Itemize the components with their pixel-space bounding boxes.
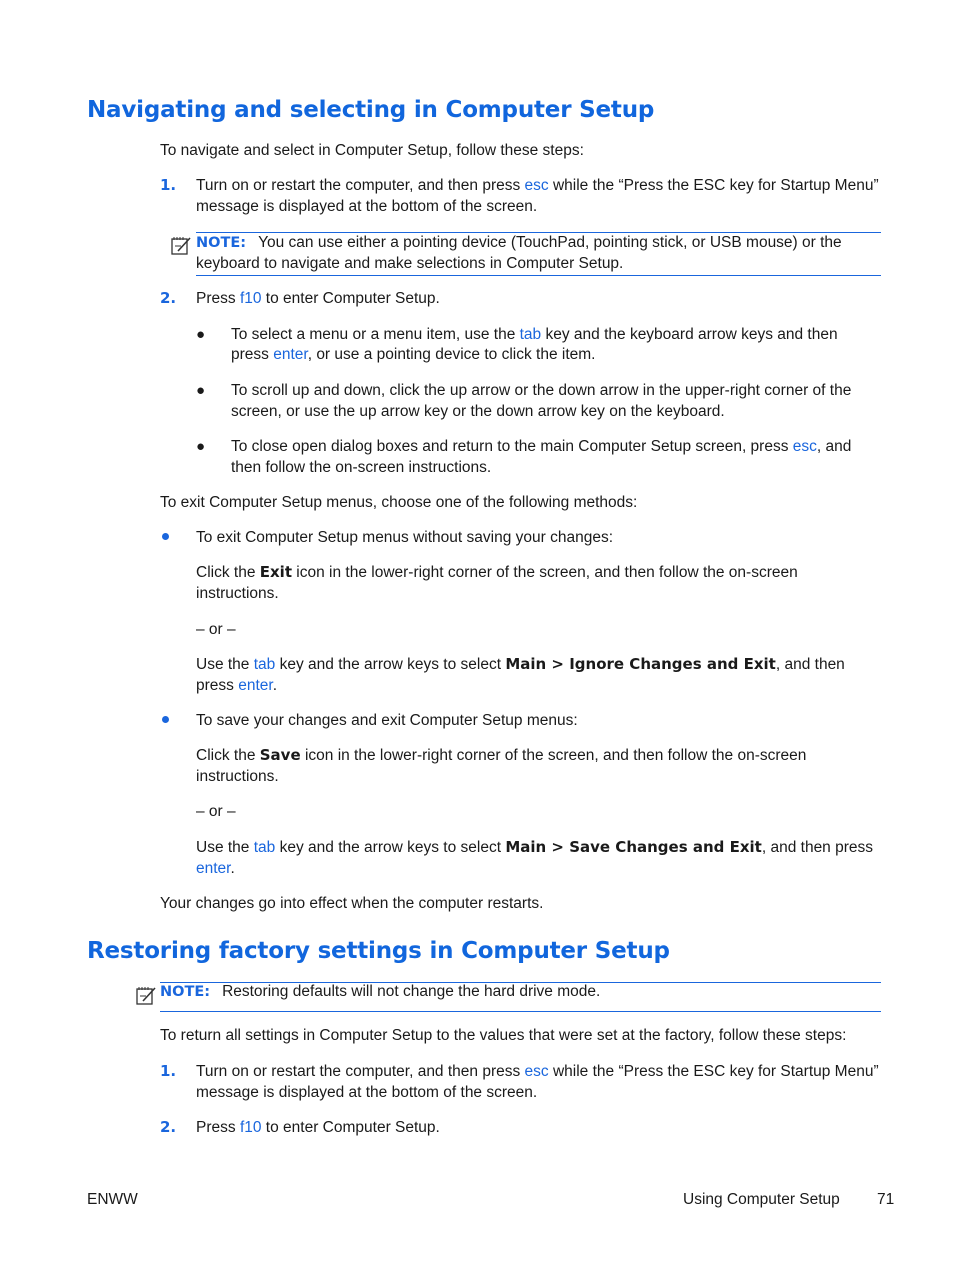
text: . (272, 677, 278, 694)
note-label: NOTE: (160, 984, 211, 1000)
note-pencil-icon (170, 234, 192, 256)
exit-label: Exit (259, 563, 292, 581)
closing-text: Your changes go into effect when the computer restarts. (160, 895, 544, 912)
text: key and the keyboard arrow keys and then (541, 326, 838, 343)
text: key and the arrow keys to select (275, 839, 506, 856)
text: To close open dialog boxes and return to the main Computer Setup screen, press (231, 438, 793, 455)
menu-path: Main > Save Changes and Exit (505, 838, 762, 856)
text: key and the arrow keys to select (275, 656, 506, 673)
text: Use the (196, 839, 254, 856)
section-title: Restoring factory settings in Computer Setup (87, 938, 670, 964)
text: , or use a pointing device to click the item. (307, 346, 596, 363)
key-enter: enter (273, 346, 308, 363)
text: icon in the lower-right corner of the screen, and then follow the on-screen (300, 747, 807, 764)
step-text (196, 1061, 879, 1082)
text: , and then press (761, 839, 874, 856)
key-f10: f10 (239, 290, 262, 307)
text: , and then (775, 656, 845, 673)
text: Restoring defaults will not change the hard drive mode. (222, 983, 601, 1000)
text: . (230, 860, 235, 877)
text: You can use either a pointing device (TouchPad, pointing stick, or USB mouse) or the (258, 234, 842, 251)
text: Turn on or restart the computer, and then press (196, 1063, 525, 1080)
note-pencil-icon (135, 984, 157, 1006)
method-use-text-continued (196, 675, 277, 696)
text: To select a menu or a menu item, use the (231, 326, 520, 343)
section-title: Navigating and selecting in Computer Setup (87, 97, 655, 123)
note-bottom-rule (196, 275, 881, 276)
text: to enter Computer Setup. (261, 1119, 440, 1136)
key-esc: esc (524, 1063, 549, 1080)
key-tab: tab (253, 656, 276, 673)
save-label: Save (259, 746, 301, 764)
method-use-text (196, 654, 845, 675)
key-enter: enter (238, 677, 273, 694)
bullet-text (231, 436, 851, 457)
step-number: 1. (160, 1062, 177, 1080)
step-text (196, 175, 879, 196)
bullet-text-continued (231, 344, 595, 365)
method-use-text-continued (196, 858, 235, 879)
step-number: 1. (160, 176, 177, 194)
text: Click the (196, 564, 260, 581)
bullet-dot-blue (162, 716, 169, 723)
note-text-continued: keyboard to navigate and make selections in Computer Setup. (196, 255, 624, 272)
text: icon in the lower-right corner of the screen, and then follow the on-screen (291, 564, 798, 581)
method-click-text-continued: instructions. (196, 768, 279, 785)
text: Use the (196, 656, 254, 673)
exit-intro: To exit Computer Setup menus, choose one of the following methods: (160, 494, 638, 511)
key-tab: tab (253, 839, 276, 856)
method-title: To exit Computer Setup menus without saving your changes: (196, 529, 614, 546)
section-intro: To navigate and select in Computer Setup, follow these steps: (160, 142, 584, 159)
key-esc: esc (792, 438, 817, 455)
step-text-continued: message is displayed at the bottom of the screen. (196, 198, 538, 215)
key-tab: tab (519, 326, 542, 343)
text: Click the (196, 747, 260, 764)
footer-section-name: Using Computer Setup (683, 1191, 840, 1208)
text: Turn on or restart the computer, and then press (196, 177, 525, 194)
note-label: NOTE: (196, 235, 247, 251)
text: Press (196, 1119, 240, 1136)
note-text (160, 981, 600, 1003)
text: press (196, 677, 239, 694)
method-use-text (196, 837, 873, 858)
text: while the “Press the ESC key for Startup Menu” (548, 177, 879, 194)
bullet-dot: ● (196, 382, 206, 399)
text: while the “Press the ESC key for Startup Menu” (548, 1063, 879, 1080)
step-number: 2. (160, 289, 177, 307)
note-text (196, 232, 842, 254)
or-separator: – or – (196, 621, 236, 638)
key-enter: enter (196, 860, 231, 877)
method-click-text (196, 745, 806, 766)
step-text-continued: message is displayed at the bottom of the screen. (196, 1084, 538, 1101)
text: , and (816, 438, 852, 455)
step-number: 2. (160, 1118, 177, 1136)
bullet-dot-blue (162, 533, 169, 540)
text: press (231, 346, 274, 363)
method-click-text (196, 562, 798, 583)
or-separator: – or – (196, 803, 236, 820)
bullet-text: To scroll up and down, click the up arrow or the down arrow in the upper-right corner of the (231, 382, 852, 399)
step-text (196, 288, 440, 309)
method-title: To save your changes and exit Computer Setup menus: (196, 712, 578, 729)
bullet-text-continued: then follow the on-screen instructions. (231, 459, 492, 476)
bullet-text-continued: screen, or use the up arrow key or the down arrow key on the keyboard. (231, 403, 725, 420)
text: to enter Computer Setup. (261, 290, 440, 307)
menu-path: Main > Ignore Changes and Exit (505, 655, 776, 673)
bullet-text (231, 324, 838, 345)
bullet-dot: ● (196, 438, 206, 455)
method-click-text-continued: instructions. (196, 585, 279, 602)
key-esc: esc (524, 177, 549, 194)
bullet-dot: ● (196, 326, 206, 343)
note-bottom-rule (160, 1011, 881, 1012)
section-intro: To return all settings in Computer Setup to the values that were set at the factory, follow these steps: (160, 1027, 847, 1044)
step-text (196, 1117, 440, 1138)
footer-left: ENWW (87, 1191, 138, 1208)
key-f10: f10 (239, 1119, 262, 1136)
page-number: 71 (877, 1191, 895, 1208)
text: Press (196, 290, 240, 307)
